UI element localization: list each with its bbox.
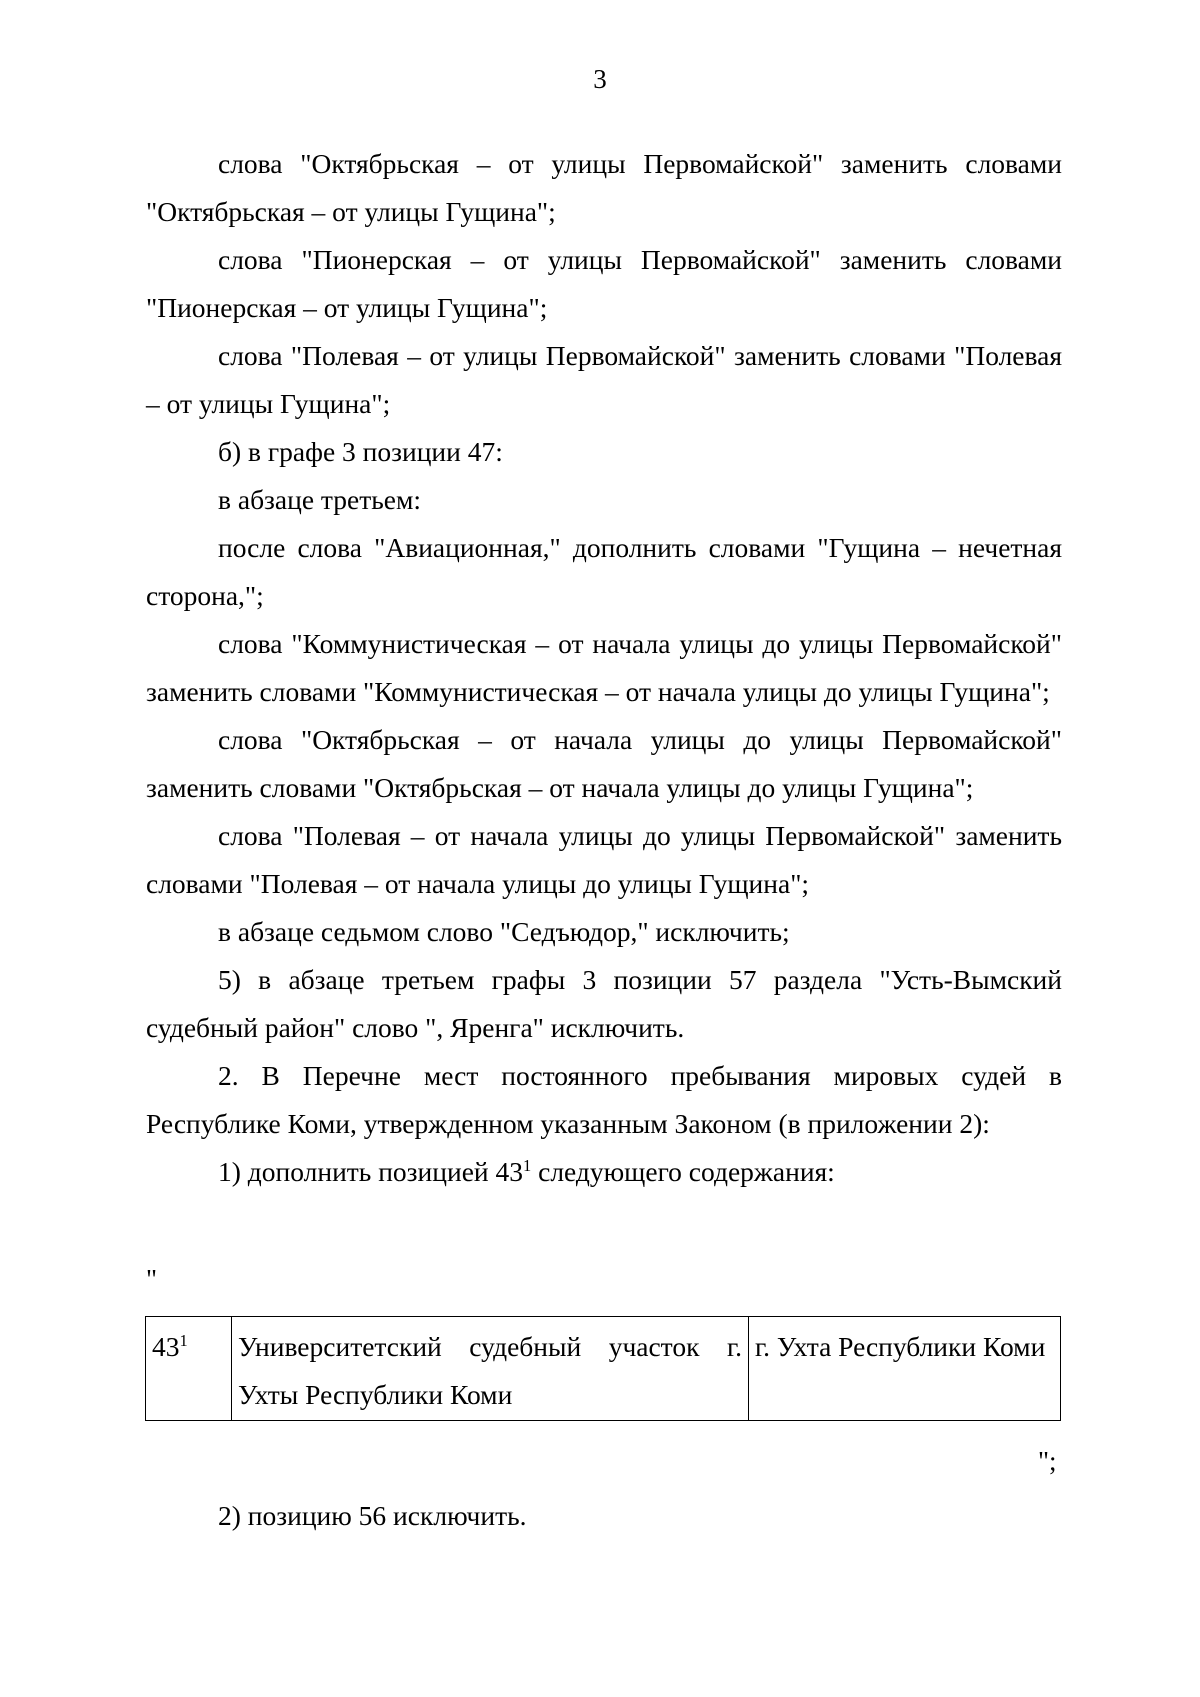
opening-quote: " [146, 1264, 158, 1294]
paragraph-6: после слова "Авиационная," дополнить словами "Гущина – нечетная сторона,"; [146, 532, 1062, 611]
court-district-cell: Университетский судебный участок г. Ухты Республики Коми [232, 1317, 749, 1421]
permanent-location-cell: г. Ухта Республики Коми [749, 1317, 1061, 1421]
paragraph-4: б) в графе 3 позиции 47: [218, 436, 503, 467]
paragraph-8: слова "Октябрьская – от начала улицы до улицы Первомайской" заменить словами "Октябрьская – от начала улицы до улицы Гущина"; [146, 724, 1062, 803]
paragraph-1: слова "Октябрьская – от улицы Первомайской" заменить словами "Октябрьская – от улицы Гущина"; [146, 148, 1062, 227]
paragraph-11: 5) в абзаце третьем графы 3 позиции 57 раздела "Усть-Вымский судебный район" слово ", Яренга" исключить. [146, 964, 1062, 1043]
paragraph-5: в абзаце третьем: [218, 484, 422, 515]
page-number: 3 [593, 64, 607, 94]
paragraph-12: 2. В Перечне мест постоянного пребывания мировых судей в Республике Коми, утвержденном указанным Законом (в приложении 2): [146, 1060, 1062, 1139]
paragraph-7: слова "Коммунистическая – от начала улицы до улицы Первомайской" заменить словами "Коммунистическая – от начала улицы до улицы Гущина"; [146, 628, 1062, 707]
paragraph-3: слова "Полевая – от улицы Первомайской" заменить словами "Полевая – от улицы Гущина"; [146, 340, 1062, 419]
paragraph-addition [146, 1148, 1062, 1196]
position-number-superscript: 1 [179, 1330, 188, 1350]
paragraph-10: в абзаце седьмом слово "Седъюдор," исключить; [218, 916, 790, 947]
table-row [146, 1317, 1061, 1421]
position-number-cell [146, 1317, 232, 1421]
position-table [145, 1316, 1061, 1421]
addition-text-after: следующего содержания: [531, 1156, 835, 1187]
addition-superscript: 1 [523, 1155, 532, 1175]
addition-text-before: 1) дополнить позицией 43 [218, 1156, 523, 1187]
paragraph-9: слова "Полевая – от начала улицы до улицы Первомайской" заменить словами "Полевая – от начала улицы до улицы Гущина"; [146, 820, 1062, 899]
paragraph-2: слова "Пионерская – от улицы Первомайской" заменить словами "Пионерская – от улицы Гущина"; [146, 244, 1062, 323]
final-item: 2) позицию 56 исключить. [218, 1500, 527, 1531]
position-number: 43 [152, 1331, 180, 1362]
closing-quote: "; [1038, 1446, 1057, 1476]
document-body [146, 140, 1062, 1196]
